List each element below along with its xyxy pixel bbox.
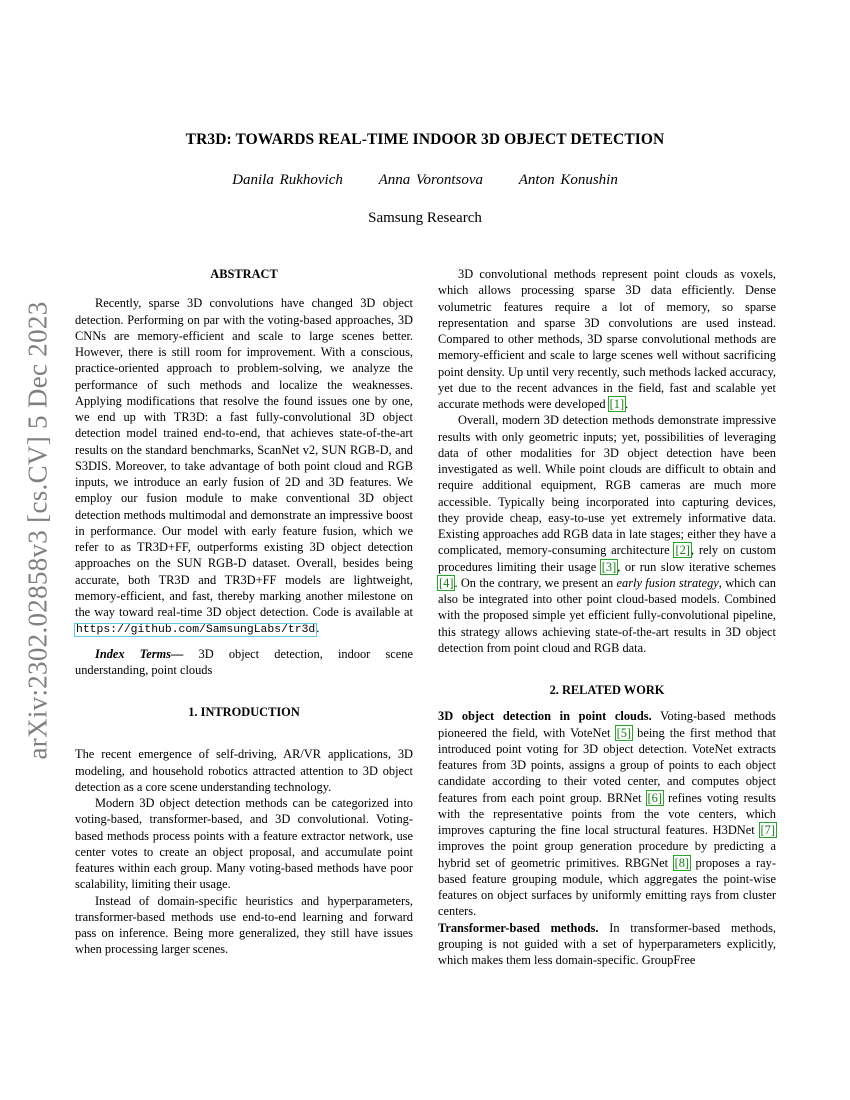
arxiv-sidebar-stamp	[18, 290, 58, 770]
index-terms-text: 3D object detection, indoor scene understanding, point clouds	[75, 646, 413, 677]
abstract-paragraph	[75, 295, 413, 638]
paragraph-text: , or run slow iterative schemes	[617, 559, 777, 574]
paragraph-text: In transformer-based methods, grouping is not guided with a set of hyperparameters explicitly, which makes them less domain-specific. GroupFree	[438, 920, 776, 967]
index-terms	[75, 646, 413, 679]
paragraph-run-in-heading: 3D object detection in point clouds.	[438, 709, 652, 724]
left-column	[75, 266, 413, 958]
paragraph-text: .	[625, 397, 629, 411]
intro-heading: 1. INTRODUCTION	[188, 705, 300, 719]
paragraph-text: proposes a ray-based feature grouping module, which aggregates the point-wise features on object surfaces by uniformly emitting rays from cluster centers.	[438, 855, 776, 919]
abstract-period: .	[316, 621, 320, 636]
citation-link[interactable]: [4]	[439, 575, 454, 590]
index-terms-label: Index Terms—	[95, 646, 184, 661]
code-link[interactable]: https://github.com/SamsungLabs/tr3d	[76, 624, 316, 637]
related-transformer-paragraph	[438, 920, 776, 969]
abstract-text: Recently, sparse 3D convolutions have changed 3D object detection. Performing on par with the voting-based approaches, 3D CNNs are memory-efficient and scale to large scenes better. However, there is still room for improvement. With a conscious, practice-oriented approach to problem-solving, we analyze the performance of such methods and localize the weaknesses. Applying modifications that resolve the found issues one by one, we end up with TR3D: a fast fully-convolutional 3D object detection model trained end-to-end, that achieves state-of-the-art results on the standard benchmarks, ScanNet v2, SUN RGB-D, and S3DIS. Moreover, to take advantage of both point cloud and RGB inputs, we introduce an early fusion of 2D and 3D features. We employ our fusion module to make conventional 3D object detection methods multimodal and demonstrate an impressive boost in performance. Our model with early feature fusion, which we refer to as TR3D+FF, outperforms existing 3D object detection approaches on the SUN RGB-D dataset. Overall, besides being accurate, both TR3D and TR3D+FF models are lightweight, memory-efficient, and fast, thereby marking another milestone on the way toward real-time 3D object detection. Code is available at	[75, 296, 413, 619]
conv-methods-paragraph	[438, 266, 776, 412]
paragraph-text: being the first method that introduced point voting for 3D object detection. VoteNet extracts features from 3D points, assigns a group of points to each object candidate according to their voted center, and computes object features from each point group. BRNet	[438, 725, 776, 805]
citation-link[interactable]: [8]	[674, 855, 690, 870]
abstract-heading: ABSTRACT	[210, 267, 278, 281]
citation-link[interactable]: [3]	[601, 559, 617, 574]
paragraph-text: Voting-based methods pioneered the field, with VoteNet	[438, 709, 776, 740]
related-pointcloud-paragraph	[438, 708, 776, 919]
author: Danila Rukhovich	[232, 172, 343, 188]
intro-paragraph-2: Modern 3D object detection methods can be categorized into voting-based, transformer-based, and 3D convolutional. Voting-based methods process points with a feature extractor network, use center votes to create an object proposal, and accumulate point features within each group. Many voting-based methods have poor scalability, limiting their usage.	[75, 796, 413, 892]
paragraph-text: improves the point group generation procedure by predicting a hybrid set of geometric primitives. RBGNet	[438, 839, 776, 870]
paragraph-text: . On the contrary, we present an	[454, 575, 617, 590]
intro-paragraph-1: The recent emergence of self-driving, AR/VR applications, 3D modeling, and household robotics attracted attention to 3D object detection as a core scene understanding technology.	[75, 747, 413, 794]
paragraph-text: refines voting results with the representative points from the vote centers, which improves capturing the fine local structural features. H3DNet	[438, 790, 776, 837]
paragraph-text: , which can also be integrated into other point cloud-based models. Combined with the proposed simple yet efficient fully-convolutional pipeline, this strategy allows achieving state-of-the-art results in 3D object detection from point cloud and RGB data.	[438, 575, 776, 655]
author-list	[0, 172, 850, 189]
related-work-heading: 2. RELATED WORK	[549, 683, 665, 697]
right-column	[438, 266, 776, 968]
citation-link[interactable]: [5]	[616, 725, 632, 740]
intro-paragraph-3: Instead of domain-specific heuristics and hyperparameters, transformer-based methods use end-to-end learning and forward pass on inference. Being more generalized, they still have issues when processing larger scenes.	[75, 893, 413, 957]
author: Anton Konushin	[518, 172, 618, 188]
citation-link[interactable]: [7]	[760, 823, 775, 837]
author: Anna Vorontsova	[378, 172, 483, 188]
citation-link[interactable]: [6]	[647, 790, 662, 805]
citation-link[interactable]: [1]	[609, 397, 625, 411]
paper-title: TR3D: TOWARDS REAL-TIME INDOOR 3D OBJECT DETECTION	[185, 131, 665, 148]
paragraph-text: 3D convolutional methods represent point clouds as voxels, which allows processing sparse 3D data efficiently. Dense volumetric features require a lot of memory, so sparse representation and sparse 3D convolutions are used instead. Compared to other methods, 3D sparse convolutional methods are memory-efficient and scale to large scenes well without sacrificing point density. Up until very recently, such methods lacked accuracy, yet due to the recent advances in the field, fast and scalable yet accurate methods were developed	[438, 267, 776, 411]
fusion-paragraph	[438, 412, 776, 656]
arxiv-identifier: arXiv:2302.02858v3 [cs.CV] 5 Dec 2023	[22, 300, 53, 760]
emphasis-text: early fusion strategy	[616, 575, 719, 590]
paragraph-run-in-heading: Transformer-based methods.	[438, 920, 599, 935]
affiliation: Samsung Research	[368, 210, 482, 226]
citation-link[interactable]: [2]	[675, 543, 690, 558]
paragraph-text: , rely on custom procedures limiting their usage	[438, 543, 776, 574]
paragraph-text: Overall, modern 3D detection methods demonstrate impressive results with only geometric inputs; yet, possibilities of leveraging data of other modalities for 3D object detection have been investigated as well. While point clouds are difficult to obtain and require additional equipment, RGB cameras are much more accessible. Typically being incorporated into capturing devices, they provide cheap, easy-to-use yet extremely informative data. Existing approaches add RGB data in late stages; either they have a complicated, memory-consuming architecture	[438, 413, 776, 558]
